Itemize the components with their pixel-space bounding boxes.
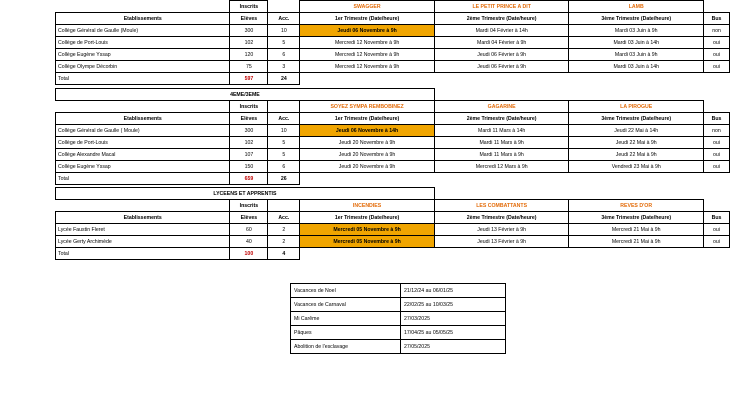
cell-trimestre-1: Jeudi 20 Novembre à 9h <box>300 149 435 161</box>
holiday-value: 21/12/24 au 06/01/25 <box>401 284 506 298</box>
cell-acc: 5 <box>268 149 300 161</box>
subheader-inscrits: Inscrits <box>230 200 268 212</box>
total-eleves: 100 <box>230 248 268 260</box>
table-row <box>56 61 730 73</box>
table-block-top <box>55 0 730 85</box>
table-row-total <box>56 248 730 260</box>
cell-bus: oui <box>703 137 729 149</box>
section-title: 4EME/3EME <box>56 89 435 101</box>
cell-trimestre-2: Jeudi 13 Février à 9h <box>434 236 569 248</box>
table-row <box>56 161 730 173</box>
table-row <box>56 125 730 137</box>
total-label: Total <box>56 173 230 185</box>
cell-trimestre-3: Vendredi 23 Mai à 9h <box>569 161 704 173</box>
col-bus: Bus <box>703 212 729 224</box>
cell-bus: non <box>704 25 730 37</box>
cell-trimestre-3: Jeudi 22 Mai à 14h <box>569 125 704 137</box>
cell-trimestre-2: Mardi 04 Février à 14h <box>434 25 569 37</box>
cell-eleves: 40 <box>230 236 268 248</box>
cell-etablissement: Collège Alexandre Macal <box>56 149 230 161</box>
col-bus: Bus <box>704 13 730 25</box>
cell-acc: 6 <box>268 161 300 173</box>
cell-trimestre-2: Jeudi 06 Février à 9h <box>434 61 569 73</box>
show-title-1: SWAGGER <box>300 1 435 13</box>
show-title-2: LE PETIT PRINCE A DIT <box>434 1 569 13</box>
col-trimestre-1: 1er Trimestre (Date/heure) <box>300 212 435 224</box>
cell-etablissement: Collège de Port-Louis <box>56 137 230 149</box>
table-row <box>56 37 730 49</box>
cell-etablissement: Lycée Gerty Archimède <box>56 236 230 248</box>
total-label: Total <box>56 248 230 260</box>
show-title-3: REVES D'OR <box>569 200 704 212</box>
total-eleves: 659 <box>230 173 268 185</box>
holiday-label: Abolition de l'esclavage <box>291 340 401 354</box>
cell-trimestre-3: Jeudi 22 Mai à 9h <box>569 137 704 149</box>
cell-bus: oui <box>703 161 729 173</box>
holiday-row <box>291 326 506 340</box>
table-row-subheader <box>56 1 730 13</box>
cell-trimestre-1: Jeudi 06 Novembre à 9h <box>300 25 435 37</box>
total-acc: 4 <box>268 248 300 260</box>
cell-acc: 2 <box>268 224 300 236</box>
cell-acc: 6 <box>268 49 300 61</box>
cell-trimestre-1: Jeudi 06 Novembre à 14h <box>300 125 435 137</box>
table-block-lyceens <box>55 187 730 260</box>
total-acc: 26 <box>268 173 300 185</box>
col-trimestre-3: 3ème Trimestre (Date/heure) <box>569 113 704 125</box>
cell-eleves: 75 <box>230 61 268 73</box>
table-row <box>56 149 730 161</box>
table-row-section-title <box>56 89 730 101</box>
col-trimestre-2: 2ème Trimestre (Date/heure) <box>434 113 569 125</box>
cell-trimestre-1: Mercredi 12 Novembre à 9h <box>300 49 435 61</box>
holiday-value: 27/03/2025 <box>401 312 506 326</box>
show-title-2: LES COMBATTANTS <box>434 200 569 212</box>
col-bus: Bus <box>703 113 729 125</box>
col-etablissements: Etablissements <box>56 212 230 224</box>
cell-trimestre-3: Mardi 03 Juin à 9h <box>569 49 704 61</box>
show-title-1: INCENDIES <box>300 200 435 212</box>
cell-bus: oui <box>703 224 729 236</box>
cell-trimestre-3: Mardi 03 Juin à 14h <box>569 37 704 49</box>
show-title-2: GAGARINE <box>434 101 569 113</box>
holiday-label: Mi Carême <box>291 312 401 326</box>
table-holidays <box>290 283 506 354</box>
cell-bus: oui <box>704 49 730 61</box>
section-title: LYCEENS ET APPRENTIS <box>56 188 435 200</box>
holiday-label: Pâques <box>291 326 401 340</box>
holiday-row <box>291 298 506 312</box>
table-row-header <box>56 212 730 224</box>
table-row-total <box>56 173 730 185</box>
cell-etablissement: Collège Eugène Yssap <box>56 161 230 173</box>
cell-bus: oui <box>703 236 729 248</box>
cell-bus: oui <box>704 37 730 49</box>
col-acc: Acc. <box>268 212 300 224</box>
cell-eleves: 300 <box>230 125 268 137</box>
cell-acc: 3 <box>268 61 300 73</box>
total-label: Total <box>56 73 230 85</box>
col-trimestre-2: 2ème Trimestre (Date/heure) <box>434 13 569 25</box>
col-trimestre-3: 3ème Trimestre (Date/heure) <box>569 212 704 224</box>
cell-etablissement: Lycée Faustin Fleret <box>56 224 230 236</box>
cell-trimestre-2: Jeudi 13 Février à 9h <box>434 224 569 236</box>
cell-acc: 5 <box>268 37 300 49</box>
cell-trimestre-1: Jeudi 20 Novembre à 9h <box>300 161 435 173</box>
table-row-header <box>56 13 730 25</box>
table-row <box>56 25 730 37</box>
holiday-label: Vacances de Carnaval <box>291 298 401 312</box>
cell-trimestre-1: Mercredi 05 Novembre à 9h <box>300 224 435 236</box>
col-eleves: Elèves <box>230 212 268 224</box>
holiday-label: Vacances de Noel <box>291 284 401 298</box>
table-row <box>56 236 730 248</box>
cell-acc: 10 <box>268 25 300 37</box>
cell-etablissement: Collège Général de Gaulle ( Moule) <box>56 125 230 137</box>
table-row-subheader <box>56 101 730 113</box>
col-etablissements: Etablissements <box>56 13 230 25</box>
cell-trimestre-2: Mardi 04 Février à 9h <box>434 37 569 49</box>
col-trimestre-2: 2ème Trimestre (Date/heure) <box>434 212 569 224</box>
col-trimestre-3: 3ème Trimestre (Date/heure) <box>569 13 704 25</box>
cell-acc: 10 <box>268 125 300 137</box>
cell-trimestre-3: Jeudi 22 Mai à 9h <box>569 149 704 161</box>
cell-trimestre-1: Jeudi 20 Novembre à 9h <box>300 137 435 149</box>
subheader-inscrits: Inscrits <box>230 1 268 13</box>
col-acc: Acc. <box>268 113 300 125</box>
table-row-header <box>56 113 730 125</box>
holiday-value: 27/05/2025 <box>401 340 506 354</box>
cell-bus: non <box>703 125 729 137</box>
col-acc: Acc. <box>268 13 300 25</box>
holiday-row <box>291 312 506 326</box>
cell-trimestre-2: Mardi 11 Mars à 9h <box>434 137 569 149</box>
holiday-value: 22/02/25 au 10/03/25 <box>401 298 506 312</box>
table-row-subheader <box>56 200 730 212</box>
cell-trimestre-3: Mardi 03 Juin à 14h <box>569 61 704 73</box>
subheader-inscrits: Inscrits <box>230 101 268 113</box>
cell-acc: 5 <box>268 137 300 149</box>
show-title-3: LA PIROGUE <box>569 101 704 113</box>
col-eleves: Elèves <box>230 113 268 125</box>
cell-eleves: 60 <box>230 224 268 236</box>
show-title-3: LAMB <box>569 1 704 13</box>
cell-eleves: 102 <box>230 137 268 149</box>
col-eleves: Elèves <box>230 13 268 25</box>
cell-trimestre-2: Jeudi 06 Février à 9h <box>434 49 569 61</box>
cell-eleves: 102 <box>230 37 268 49</box>
cell-acc: 2 <box>268 236 300 248</box>
table-row-total <box>56 73 730 85</box>
cell-trimestre-2: Mercredi 12 Mars à 9h <box>434 161 569 173</box>
table-row <box>56 137 730 149</box>
cell-trimestre-1: Mercredi 12 Novembre à 9h <box>300 61 435 73</box>
col-trimestre-1: 1er Trimestre (Date/heure) <box>300 13 435 25</box>
holiday-value: 17/04/25 au 05/05/25 <box>401 326 506 340</box>
holiday-row <box>291 340 506 354</box>
cell-trimestre-2: Mardi 11 Mars à 14h <box>434 125 569 137</box>
cell-trimestre-1: Mercredi 12 Novembre à 9h <box>300 37 435 49</box>
total-eleves: 597 <box>230 73 268 85</box>
cell-trimestre-3: Mardi 03 Juin à 9h <box>569 25 704 37</box>
cell-eleves: 107 <box>230 149 268 161</box>
cell-trimestre-1: Mercredi 05 Novembre à 9h <box>300 236 435 248</box>
cell-trimestre-3: Mercredi 21 Mai à 9h <box>569 236 704 248</box>
table-row <box>56 224 730 236</box>
total-acc: 24 <box>268 73 300 85</box>
cell-etablissement: Collège Eugène Yssap <box>56 49 230 61</box>
holiday-row <box>291 284 506 298</box>
show-title-1: SOYEZ SYMPA REMBOBINEZ <box>300 101 435 113</box>
cell-etablissement: Collège Olympe Décorbin <box>56 61 230 73</box>
cell-eleves: 300 <box>230 25 268 37</box>
cell-trimestre-2: Mardi 11 Mars à 9h <box>434 149 569 161</box>
cell-bus: oui <box>704 61 730 73</box>
cell-etablissement: Collège Général de Gaulle (Moule) <box>56 25 230 37</box>
cell-trimestre-3: Mercredi 21 Mai à 9h <box>569 224 704 236</box>
col-etablissements: Etablissements <box>56 113 230 125</box>
col-trimestre-1: 1er Trimestre (Date/heure) <box>300 113 435 125</box>
table-block-4eme-3eme <box>55 88 730 185</box>
table-row <box>56 49 730 61</box>
table-row-section-title <box>56 188 730 200</box>
cell-eleves: 150 <box>230 161 268 173</box>
cell-etablissement: Collège de Port-Louis <box>56 37 230 49</box>
cell-eleves: 120 <box>230 49 268 61</box>
cell-bus: oui <box>703 149 729 161</box>
